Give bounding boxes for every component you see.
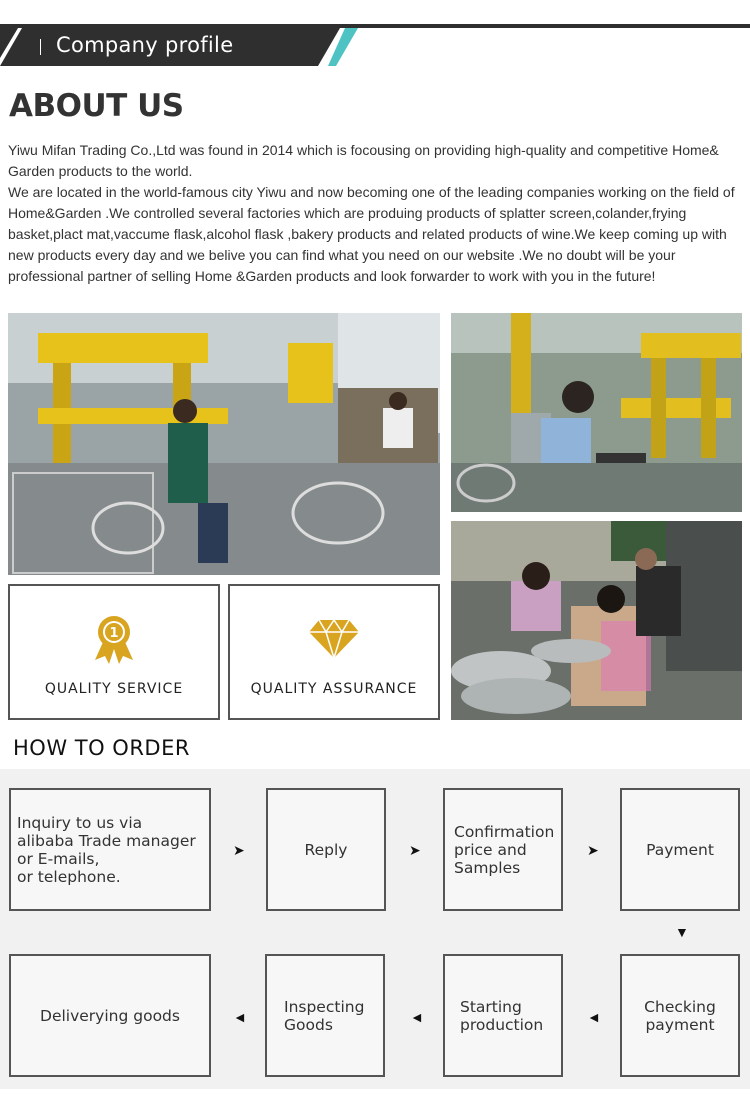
step-delivering-goods-label: Deliverying goods	[40, 1006, 180, 1025]
step-inquiry-label: Inquiry to us via alibaba Trade manager or E-mails, or telephone.	[17, 813, 196, 886]
arrow-left-icon: ◄	[233, 1009, 247, 1025]
about-paragraph-2: We are located in the world-famous city Yiwu and now becoming one of the leading companies working on the field of Home&Garden .We controlled several factories which are produing products of splatter screen,colander,frying basket,plact mat,vaccume flask,alcohol flask ,bakery products and related products of wine.We keep coming up with new products every day and we belive you can find what you need on our website .We no doubt will be your professional partner of selling Home &Garden products and look forwarder to work with you in the future!	[8, 184, 735, 284]
arrow-down-icon: ▼	[675, 924, 689, 940]
step-checking-payment-label: Checking payment	[644, 997, 716, 1034]
step-starting-production	[443, 954, 563, 1077]
step-inspecting-goods-label: Inspecting Goods	[284, 997, 365, 1034]
diamond-icon	[309, 620, 359, 658]
banner-title: Company profile	[56, 33, 234, 57]
about-title: ABOUT US	[9, 88, 184, 124]
about-paragraph-1: Yiwu Mifan Trading Co.,Ltd was found in 2014 which is focousing on providing high-quality and competitive Home& Garden products to the world.	[8, 142, 719, 179]
step-payment	[620, 788, 740, 911]
feature-label-service: QUALITY SERVICE	[44, 681, 184, 697]
how-to-order-title: HOW TO ORDER	[13, 736, 190, 760]
step-reply-label: Reply	[304, 840, 348, 859]
step-inquiry	[9, 788, 211, 911]
step-checking-payment	[620, 954, 740, 1077]
feature-label-assurance: QUALITY ASSURANCE	[250, 681, 418, 697]
factory-photo-2	[451, 313, 742, 512]
arrow-left-icon: ◄	[410, 1009, 424, 1025]
factory-photo-1	[8, 313, 440, 575]
step-confirmation	[443, 788, 563, 911]
company-profile-banner	[0, 28, 360, 66]
step-delivering-goods	[9, 954, 211, 1077]
arrow-left-icon: ◄	[587, 1009, 601, 1025]
arrow-right-icon: ➤	[409, 842, 421, 858]
feature-quality-assurance	[228, 584, 440, 720]
factory-photo-3	[451, 521, 742, 720]
svg-text:1: 1	[109, 626, 119, 641]
step-payment-label: Payment	[646, 840, 714, 859]
arrow-right-icon: ➤	[587, 842, 599, 858]
step-starting-production-label: Starting production	[460, 997, 544, 1034]
step-inspecting-goods	[265, 954, 385, 1077]
step-reply	[266, 788, 386, 911]
about-text	[8, 140, 746, 287]
step-confirmation-label: Confirmation price and Samples	[454, 822, 555, 877]
arrow-right-icon: ➤	[233, 842, 245, 858]
medal-icon	[93, 614, 135, 664]
feature-quality-service	[8, 584, 220, 720]
